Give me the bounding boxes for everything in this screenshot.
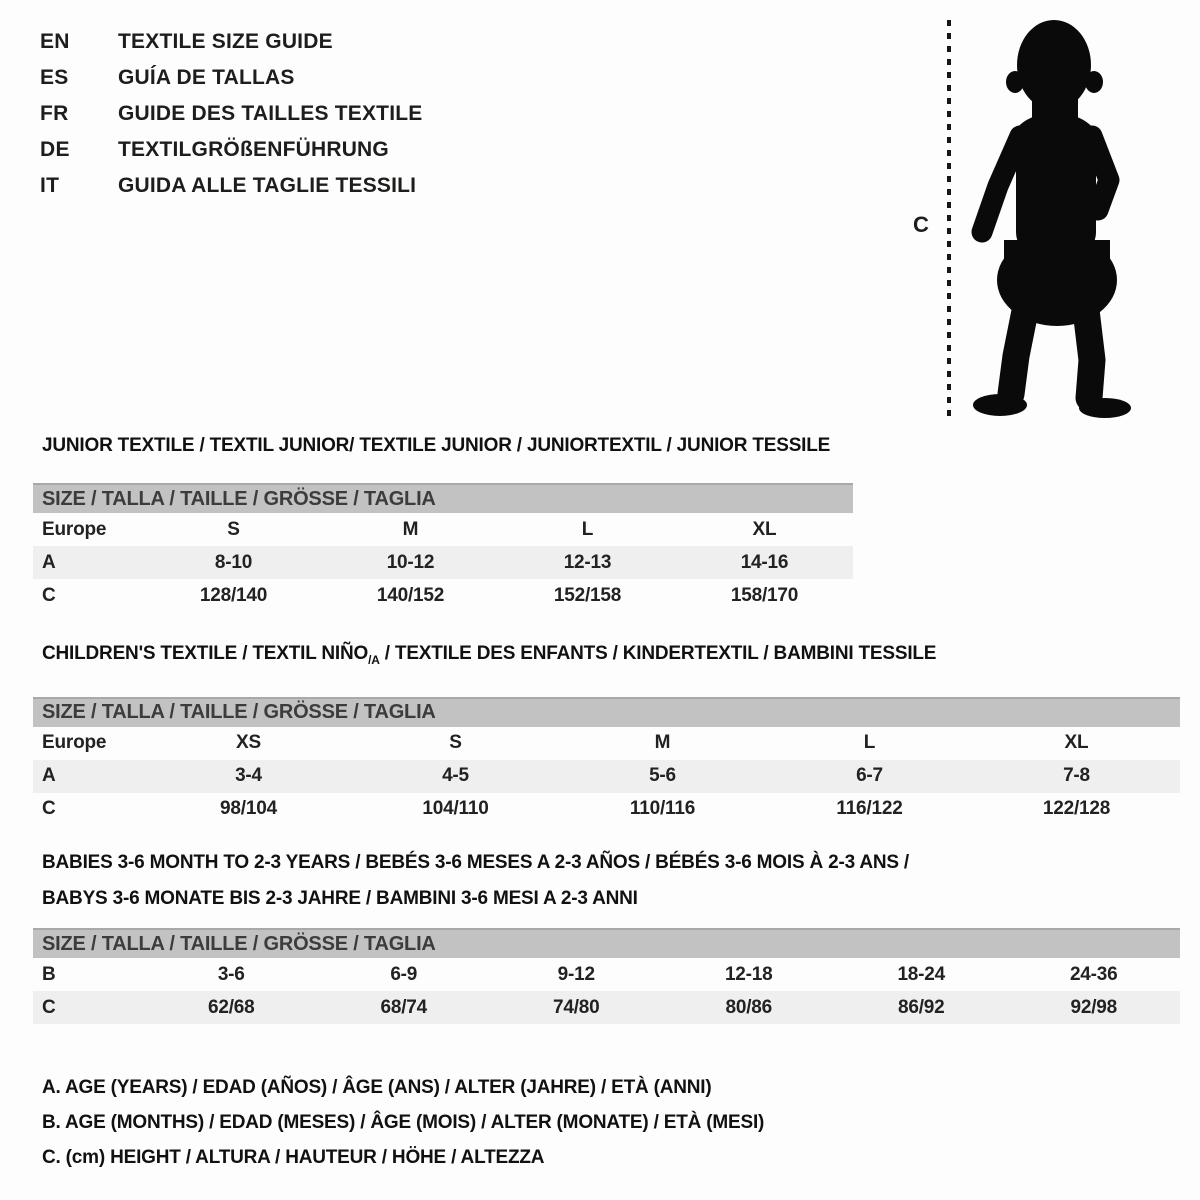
language-code-de: DE: [40, 138, 70, 161]
baby-shorts-top: [1004, 240, 1110, 288]
babies-table-header: SIZE / TALLA / TAILLE / GRÖSSE / TAGLIA: [33, 928, 1180, 958]
junior-row-europe: [33, 513, 853, 546]
children-row-age: [33, 760, 1180, 793]
children-age-m: 5-6: [649, 765, 676, 787]
children-height-s: 104/110: [422, 798, 489, 820]
children-row-europe-label: Europe: [42, 732, 107, 754]
children-age-l: 6-7: [856, 765, 883, 787]
babies-height-6: 92/98: [1070, 996, 1118, 1018]
children-title-pre: CHILDREN'S TEXTILE / TEXTIL NIÑO: [42, 643, 369, 664]
junior-height-m: 140/152: [376, 584, 445, 606]
babies-section-title: [42, 845, 1180, 917]
baby-ear-right: [1085, 71, 1103, 93]
junior-size-xl: XL: [752, 518, 777, 540]
language-label-it: GUIDA ALLE TAGLIE TESSILI: [118, 174, 417, 197]
legend-age-years: A. AGE (YEARS) / EDAD (AÑOS) / ÂGE (ANS) / ALTER (JAHRE) / ETÀ (ANNI): [42, 1077, 712, 1098]
baby-leg-left: [1011, 306, 1026, 394]
baby-head: [1017, 20, 1091, 110]
junior-section-title: JUNIOR TEXTILE / TEXTIL JUNIOR/ TEXTILE JUNIOR / JUNIORTEXTIL / JUNIOR TESSILE: [42, 435, 831, 456]
babies-height-5: 86/92: [897, 996, 945, 1018]
junior-height-xl: 158/170: [730, 584, 799, 606]
children-age-xl: 7-8: [1063, 765, 1090, 787]
children-table-header: SIZE / TALLA / TAILLE / GRÖSSE / TAGLIA: [33, 697, 1180, 727]
babies-height-2: 68/74: [380, 996, 428, 1018]
section-children-textile: [33, 642, 1180, 826]
junior-row-europe-label: Europe: [42, 518, 107, 540]
language-title-list: [40, 24, 422, 204]
babies-months-2: 6-9: [390, 963, 418, 985]
language-code-fr: FR: [40, 102, 69, 125]
babies-size-table: [33, 928, 1180, 1024]
children-height-xl: 122/128: [1042, 798, 1111, 820]
baby-leg-right: [1086, 310, 1092, 398]
junior-age-s: 8-10: [214, 551, 253, 573]
junior-age-l: 12-13: [563, 551, 612, 573]
junior-age-xl: 14-16: [740, 551, 789, 573]
babies-row-height-label: C: [42, 996, 56, 1018]
language-row-es: [40, 60, 422, 96]
baby-silhouette: [966, 18, 1140, 420]
junior-row-height: [33, 579, 853, 612]
junior-row-age: [33, 546, 853, 579]
babies-row-height: [33, 991, 1180, 1024]
language-label-de: TEXTILGRÖßENFÜHRUNG: [118, 138, 389, 161]
children-age-xs: 3-4: [235, 765, 262, 787]
language-row-it: [40, 168, 422, 204]
children-row-age-label: A: [42, 765, 56, 787]
junior-age-m: 10-12: [386, 551, 435, 573]
junior-size-m: M: [402, 518, 419, 540]
children-height-xs: 98/104: [220, 798, 277, 820]
children-size-xs: XS: [236, 732, 261, 754]
junior-size-s: S: [227, 518, 240, 540]
section-babies-textile: [33, 845, 1180, 1024]
language-label-es: GUÍA DE TALLAS: [118, 66, 295, 89]
language-row-de: [40, 132, 422, 168]
language-label-fr: GUIDE DES TAILLES TEXTILE: [118, 102, 423, 125]
children-size-table: [33, 697, 1180, 826]
language-label-en: TEXTILE SIZE GUIDE: [118, 30, 333, 53]
language-code-en: EN: [40, 30, 70, 53]
legend-height-cm: C. (cm) HEIGHT / ALTURA / HAUTEUR / HÖHE / ALTEZZA: [42, 1147, 545, 1168]
children-size-l: L: [863, 732, 876, 754]
babies-row-months-label: B: [42, 963, 56, 985]
baby-arm-left: [982, 136, 1020, 232]
height-measure-label: C: [913, 212, 929, 237]
babies-height-4: 80/86: [725, 996, 773, 1018]
children-title-subscript: /A: [368, 652, 380, 667]
children-row-height-label: C: [42, 798, 56, 820]
children-row-europe: [33, 727, 1180, 760]
babies-height-3: 74/80: [552, 996, 600, 1018]
babies-months-1: 3-6: [217, 963, 245, 985]
babies-height-1: 62/68: [207, 996, 255, 1018]
children-size-xl: XL: [1064, 732, 1089, 754]
children-section-title: [42, 642, 1180, 672]
children-size-s: S: [449, 732, 462, 754]
language-row-en: [40, 24, 422, 60]
babies-title-line2: BABYS 3-6 MONATE BIS 2-3 JAHRE / BAMBINI 3-6 MESI A 2-3 ANNI: [42, 888, 638, 909]
height-measure-dashed-line: [947, 20, 951, 416]
junior-row-height-label: C: [42, 584, 56, 606]
junior-size-l: L: [581, 518, 594, 540]
children-height-l: 116/122: [836, 798, 903, 820]
junior-height-l: 152/158: [553, 584, 622, 606]
babies-title-line1: BABIES 3-6 MONTH TO 2-3 YEARS / BEBÉS 3-6 MESES A 2-3 AÑOS / BÉBÉS 3-6 MOIS À 2-3 ANS /: [42, 852, 910, 873]
language-code-es: ES: [40, 66, 69, 89]
junior-row-age-label: A: [42, 551, 56, 573]
babies-months-4: 12-18: [724, 963, 773, 985]
babies-months-3: 9-12: [557, 963, 595, 985]
measurement-legend: [42, 1070, 764, 1175]
babies-months-6: 24-36: [1069, 963, 1118, 985]
language-code-it: IT: [40, 174, 60, 197]
children-size-m: M: [654, 732, 671, 754]
children-title-post: / TEXTILE DES ENFANTS / KINDERTEXTIL / BAMBINI TESSILE: [379, 643, 937, 664]
children-age-s: 4-5: [442, 765, 469, 787]
baby-ear-left: [1006, 71, 1024, 93]
section-junior-textile: [33, 434, 853, 612]
children-row-height: [33, 793, 1180, 826]
children-height-m: 110/116: [629, 798, 696, 820]
legend-age-months: B. AGE (MONTHS) / EDAD (MESES) / ÂGE (MOIS) / ALTER (MONATE) / ETÀ (MESI): [42, 1112, 765, 1133]
junior-size-table: [33, 483, 853, 612]
junior-height-s: 128/140: [199, 584, 268, 606]
babies-row-months: [33, 958, 1180, 991]
language-row-fr: [40, 96, 422, 132]
junior-table-header: SIZE / TALLA / TAILLE / GRÖSSE / TAGLIA: [33, 483, 853, 513]
babies-months-5: 18-24: [897, 963, 946, 985]
